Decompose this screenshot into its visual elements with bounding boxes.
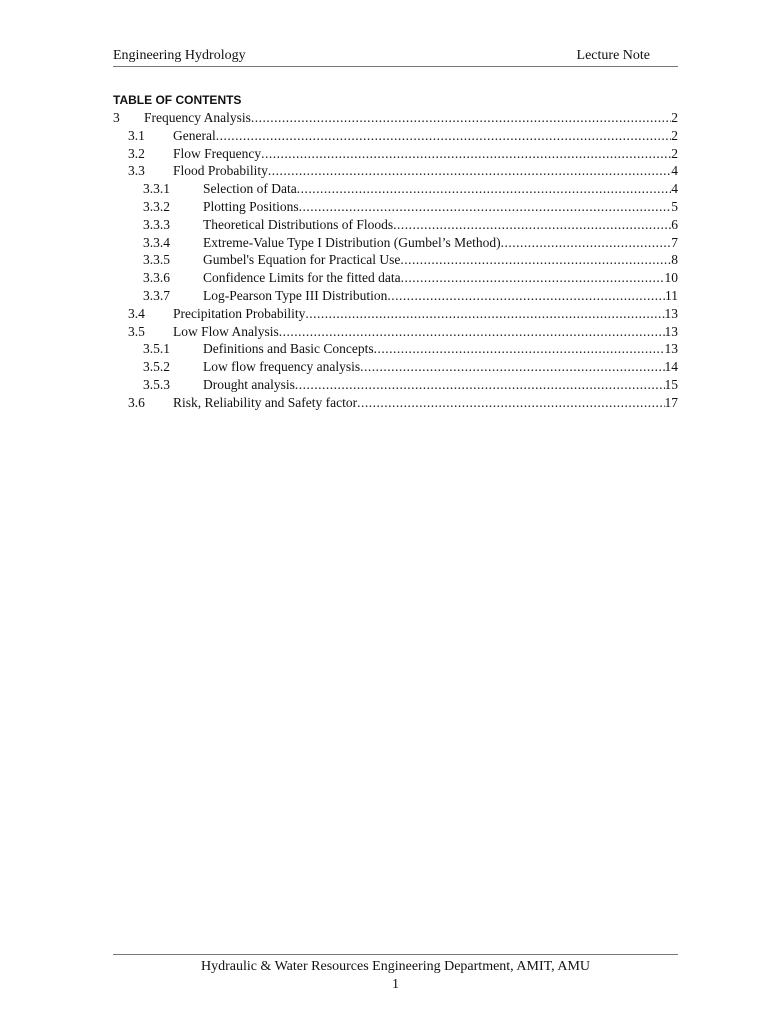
toc-entry-title: Selection of Data xyxy=(203,181,297,197)
toc-entry-page: 8 xyxy=(671,252,678,268)
toc-entry-title: Flood Probability xyxy=(173,163,268,179)
toc-entry-number: 3.6 xyxy=(128,394,145,410)
toc-dot-leader xyxy=(357,394,664,412)
toc-entry[interactable] xyxy=(113,127,678,145)
toc-entry-title: Extreme-Value Type I Distribution (Gumbel’s Method) xyxy=(203,234,501,250)
toc-entry-title: Frequency Analysis xyxy=(144,110,251,125)
toc-list xyxy=(113,109,678,412)
table-of-contents xyxy=(113,91,678,412)
toc-dot-leader xyxy=(387,287,665,305)
toc-entry-page: 11 xyxy=(665,287,678,303)
toc-entry-title: Definitions and Basic Concepts xyxy=(203,341,374,357)
header-course-title: Engineering Hydrology xyxy=(113,48,246,63)
toc-entry[interactable] xyxy=(113,162,678,180)
toc-entry-page: 7 xyxy=(671,234,678,250)
toc-entry-title: Confidence Limits for the fitted data xyxy=(203,270,401,286)
page-footer xyxy=(113,954,678,994)
toc-entry-title: Plotting Positions xyxy=(203,198,299,214)
toc-entry-title: Log-Pearson Type III Distribution xyxy=(203,287,388,303)
toc-entry[interactable] xyxy=(113,198,678,216)
toc-dot-leader xyxy=(401,269,665,287)
page-header xyxy=(113,46,678,67)
toc-entry[interactable] xyxy=(113,251,678,269)
toc-dot-leader xyxy=(400,251,671,269)
toc-entry-number: 3.3.4 xyxy=(143,234,170,250)
toc-entry-number: 3.5.1 xyxy=(143,341,170,357)
toc-dot-leader xyxy=(261,145,671,163)
toc-entry[interactable] xyxy=(113,269,678,287)
toc-entry-number: 3.3.2 xyxy=(143,198,170,214)
toc-entry-page: 2 xyxy=(671,110,678,125)
toc-entry[interactable] xyxy=(113,340,678,358)
toc-dot-leader xyxy=(374,340,665,358)
toc-entry-page: 4 xyxy=(671,181,678,197)
toc-entry[interactable] xyxy=(113,109,678,127)
toc-entry-title: Gumbel's Equation for Practical Use xyxy=(203,252,401,268)
toc-entry-title: Theoretical Distributions of Floods xyxy=(203,216,394,232)
toc-entry-title: Precipitation Probability xyxy=(173,305,306,321)
footer-page-number: 1 xyxy=(392,977,399,992)
toc-dot-leader xyxy=(295,376,665,394)
toc-entry-number: 3.4 xyxy=(128,305,145,321)
toc-entry[interactable] xyxy=(113,145,678,163)
toc-entry-number: 3.3 xyxy=(128,163,145,179)
toc-entry[interactable] xyxy=(113,234,678,252)
toc-dot-leader xyxy=(299,198,672,216)
toc-entry[interactable] xyxy=(113,358,678,376)
toc-dot-leader xyxy=(251,109,671,127)
toc-entry-title: Low flow frequency analysis xyxy=(203,359,361,375)
toc-entry-page: 10 xyxy=(664,270,678,286)
toc-entry-page: 13 xyxy=(664,323,678,339)
toc-entry-number: 3.3.5 xyxy=(143,252,170,268)
toc-entry[interactable] xyxy=(113,287,678,305)
toc-entry-page: 2 xyxy=(671,127,678,143)
toc-dot-leader xyxy=(305,305,664,323)
toc-dot-leader xyxy=(393,216,671,234)
footer-department: Hydraulic & Water Resources Engineering Department, AMIT, AMU xyxy=(200,959,591,974)
toc-entry-title: Drought analysis xyxy=(203,376,295,392)
toc-dot-leader xyxy=(501,234,672,252)
toc-entry[interactable] xyxy=(113,323,678,341)
toc-entry-page: 13 xyxy=(664,341,678,357)
toc-entry-page: 17 xyxy=(664,394,678,410)
toc-entry-number: 3.3.3 xyxy=(143,216,170,232)
toc-entry-number: 3.1 xyxy=(128,127,145,143)
toc-entry-title: Flow Frequency xyxy=(173,145,262,161)
toc-entry-number: 3.5 xyxy=(128,323,145,339)
toc-dot-leader xyxy=(268,162,671,180)
toc-entry[interactable] xyxy=(113,180,678,198)
toc-entry-number: 3.3.6 xyxy=(143,270,170,286)
toc-entry-page: 13 xyxy=(664,305,678,321)
toc-heading: TABLE OF CONTENTS xyxy=(113,93,242,107)
toc-entry-title: Low Flow Analysis xyxy=(173,323,279,339)
toc-entry[interactable] xyxy=(113,305,678,323)
toc-entry[interactable] xyxy=(113,376,678,394)
toc-entry[interactable] xyxy=(113,394,678,412)
toc-entry-page: 4 xyxy=(671,163,678,179)
toc-dot-leader xyxy=(297,180,672,198)
toc-entry-number: 3.2 xyxy=(128,145,145,161)
toc-entry-page: 14 xyxy=(664,359,678,375)
toc-dot-leader xyxy=(279,323,665,341)
toc-entry-page: 2 xyxy=(671,145,678,161)
toc-entry-title: Risk, Reliability and Safety factor xyxy=(173,394,358,410)
toc-entry-number: 3.5.3 xyxy=(143,376,170,392)
toc-entry-page: 6 xyxy=(671,216,678,232)
toc-entry-title: General xyxy=(173,127,216,143)
toc-dot-leader xyxy=(360,358,664,376)
toc-entry-page: 5 xyxy=(671,198,678,214)
toc-entry[interactable] xyxy=(113,216,678,234)
toc-entry-number: 3.3.7 xyxy=(143,287,170,303)
toc-entry-number: 3 xyxy=(113,110,120,125)
toc-entry-number: 3.3.1 xyxy=(143,181,170,197)
header-note-label: Lecture Note xyxy=(576,48,650,63)
toc-entry-number: 3.5.2 xyxy=(143,359,170,375)
toc-dot-leader xyxy=(216,127,672,145)
toc-entry-page: 15 xyxy=(664,376,678,392)
